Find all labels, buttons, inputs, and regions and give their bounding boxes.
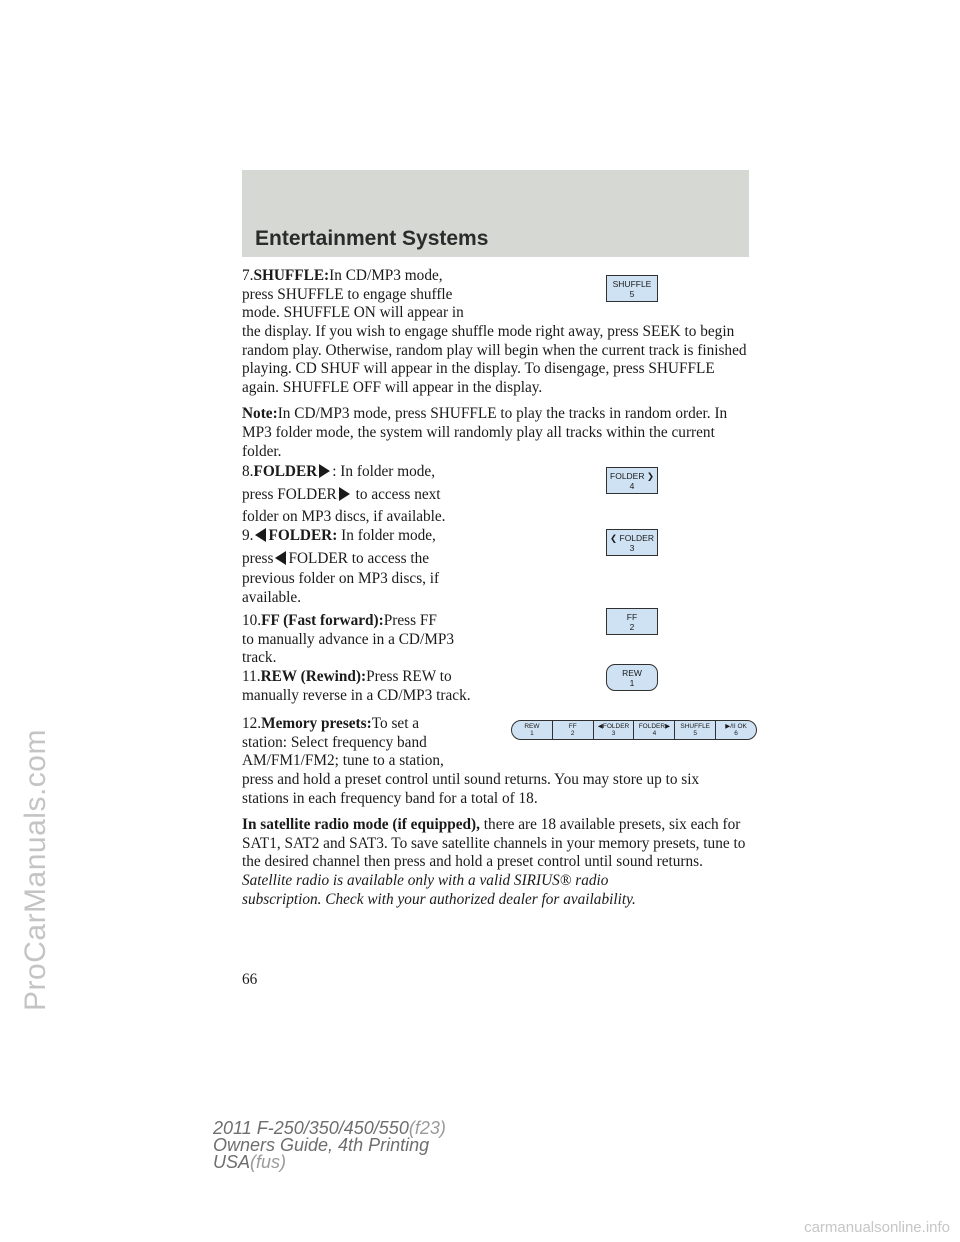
rew-t1: Press REW to: [366, 668, 452, 685]
preset-cell: [552, 721, 593, 739]
folder-prev-t5: available.: [242, 588, 302, 606]
button-label: ❮ FOLDER: [610, 532, 654, 543]
left-triangle-icon: [255, 528, 266, 542]
presets-t1: To set a: [371, 715, 420, 732]
folder-prev-button-illustration: [606, 529, 658, 556]
button-label: SHUFFLE: [612, 278, 652, 289]
folder-next-t2: press FOLDER: [242, 485, 337, 503]
folder-prev-t3: FOLDER to access the: [288, 549, 430, 567]
ff-label: FF (Fast forward):: [261, 612, 384, 629]
folder-prev-block: [242, 527, 502, 607]
shuffle-line3: mode. SHUFFLE ON will appear in: [242, 304, 464, 322]
presets-intro: [242, 715, 502, 771]
preset-cell: [674, 721, 715, 739]
presets-body: [242, 771, 747, 909]
preset-number: 4: [652, 730, 657, 737]
item-number: 12.: [242, 715, 262, 732]
page-number: 66: [242, 971, 258, 988]
shuffle-body: [242, 323, 747, 469]
preset-label: SHUFFLE: [680, 722, 711, 730]
ff-t2: to manually advance in a CD/MP3: [242, 630, 454, 648]
folder-next-label: FOLDER: [253, 463, 318, 480]
folder-next-button-illustration: [606, 467, 658, 494]
section-header: [242, 170, 749, 257]
preset-label: ◀FOLDER: [597, 722, 630, 730]
shuffle-rest: the display. If you wish to engage shuffle mode right away, press SEEK to begin random play. Otherwise, random play will begin when the current track is finished playing. CD SHUF will appear in the display. To disengage, press SHUFFLE again. SHUFFLE OFF will appear in the display.: [242, 323, 747, 396]
presets-t2: station: Select frequency band: [242, 733, 427, 751]
button-label: REW: [622, 667, 642, 678]
site-watermark[interactable]: carmanualsonline.info: [804, 1219, 950, 1236]
button-number: 1: [629, 677, 635, 688]
rew-button-illustration: [606, 664, 658, 691]
folder-prev-t1: In folder mode,: [341, 527, 436, 544]
left-triangle-icon: [275, 551, 286, 565]
ff-t1: Press FF: [383, 612, 437, 629]
button-label: FOLDER ❯: [610, 470, 654, 481]
preset-cell: [593, 721, 634, 739]
rew-block: [242, 668, 512, 705]
ff-button-illustration: [606, 608, 658, 635]
presets-rest: press and hold a preset control until sound returns. You may store up to six stations in each frequency band for a total of 18.: [242, 771, 700, 807]
preset-number: 3: [611, 730, 616, 737]
shuffle-label: SHUFFLE:: [253, 267, 330, 284]
right-triangle-icon: [339, 487, 350, 501]
footer-region: USA: [213, 1152, 251, 1172]
shuffle-button-illustration: [606, 275, 658, 302]
preset-label: FOLDER▶: [638, 722, 671, 730]
watermark-text: ProCarManuals.com: [19, 729, 52, 1011]
shuffle-intro: [242, 267, 502, 323]
satellite-paragraph: [242, 816, 747, 872]
item-number: 7.: [242, 267, 254, 284]
preset-number: 6: [734, 730, 738, 737]
footer-guide: Owners Guide, 4th Printing: [213, 1135, 430, 1155]
section-title: Entertainment Systems: [255, 227, 489, 250]
preset-cell: [715, 721, 756, 739]
item-number: 9.: [242, 527, 254, 544]
shuffle-line1: In CD/MP3 mode,: [329, 267, 443, 284]
folder-next-block: [242, 463, 502, 527]
footer-region-code: (fus): [250, 1152, 287, 1172]
item-number: 8.: [242, 463, 254, 480]
ff-block: [242, 612, 502, 668]
folder-prev-t2: press: [242, 549, 274, 567]
presets-label: Memory presets:: [261, 715, 372, 732]
item-number: 10.: [242, 612, 262, 629]
footer-model: 2011 F-250/350/450/550: [213, 1118, 409, 1138]
folder-prev-label: FOLDER:: [268, 527, 338, 544]
ff-t3: track.: [242, 649, 277, 667]
satellite-label: In satellite radio mode (if equipped),: [242, 816, 480, 834]
preset-number: 1: [530, 730, 534, 737]
preset-label: ▶/II OK: [725, 722, 747, 730]
satellite-text: there are 18 available presets, six each for SAT1, SAT2 and SAT3. To save satellite channels in your memory presets, tune to the desired channel then press and hold a preset control until sound returns.: [242, 816, 746, 871]
footer-code: (f23): [408, 1118, 446, 1138]
note-paragraph: [242, 405, 747, 461]
button-number: 2: [629, 621, 635, 632]
folder-next-t4: folder on MP3 discs, if available.: [242, 508, 446, 526]
preset-label: REW: [524, 722, 540, 730]
item-number: 11.: [242, 668, 261, 685]
preset-label: FF: [568, 722, 577, 730]
preset-number: 2: [570, 730, 575, 737]
rew-label: REW (Rewind):: [260, 668, 367, 685]
folder-next-t3: to access next: [355, 485, 441, 503]
preset-strip-illustration: [511, 720, 757, 740]
note-label: Note:: [242, 405, 278, 423]
watermark: [6, 520, 66, 1220]
preset-cell: [512, 721, 552, 739]
document-footer: [213, 1120, 446, 1171]
note-text: In CD/MP3 mode, press SHUFFLE to play the tracks in random order. In MP3 folder mode, the system will randomly play all tracks within the current folder.: [242, 405, 728, 460]
shuffle-line2: press SHUFFLE to engage shuffle: [242, 285, 453, 303]
sirius-line2: subscription. Check with your authorized dealer for availability.: [242, 890, 636, 908]
folder-prev-t4: previous folder on MP3 discs, if: [242, 570, 440, 588]
button-number: 3: [629, 542, 635, 553]
presets-t3: AM/FM1/FM2; tune to a station,: [242, 752, 444, 770]
sirius-line1: Satellite radio is available only with a valid SIRIUS® radio: [242, 871, 609, 889]
preset-cell: [633, 721, 674, 739]
button-number: 4: [629, 480, 635, 491]
button-number: 5: [629, 288, 635, 299]
preset-number: 5: [693, 730, 698, 737]
rew-t2: manually reverse in a CD/MP3 track.: [242, 686, 471, 704]
right-triangle-icon: [319, 464, 330, 478]
button-label: FF: [626, 611, 638, 622]
folder-next-t1: : In folder mode,: [332, 463, 436, 480]
